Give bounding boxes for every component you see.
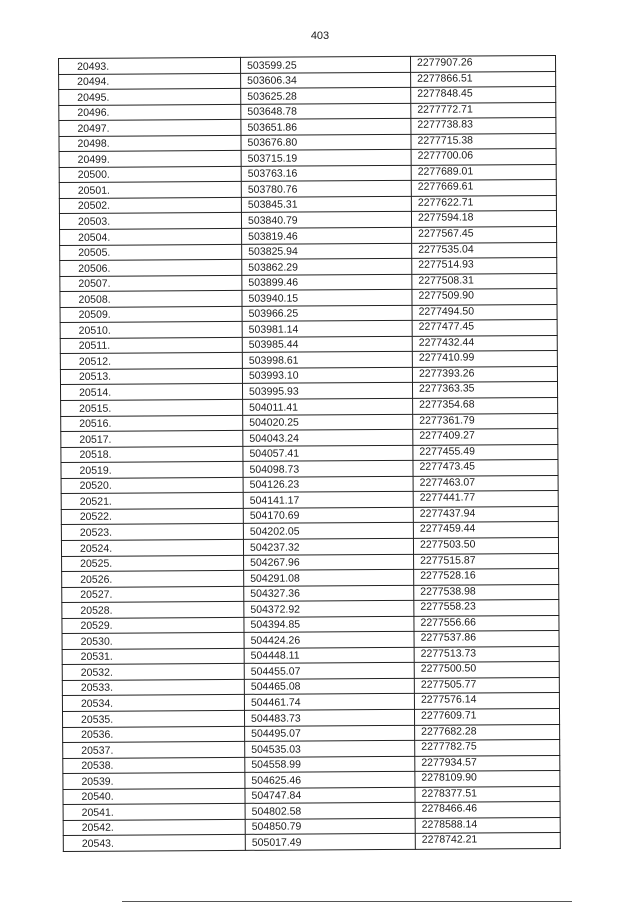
coordinates-table: [58, 55, 561, 852]
coordinates-table-body: [59, 55, 561, 851]
northing-cell: 2277700.06: [411, 149, 556, 165]
easting-cell: 504535.03: [245, 740, 415, 757]
point-number-cell: 20531.: [62, 648, 244, 665]
northing-cell: 2277455.49: [413, 444, 558, 460]
easting-cell: 504448.11: [244, 647, 414, 664]
northing-cell: 2277738.83: [411, 118, 556, 134]
northing-cell: 2277494.50: [412, 304, 557, 320]
northing-cell: 2277594.18: [411, 211, 556, 227]
easting-cell: 503780.76: [241, 181, 411, 198]
easting-cell: 504850.79: [245, 818, 415, 835]
northing-cell: 2277535.04: [412, 242, 557, 258]
easting-cell: 503940.15: [242, 290, 412, 307]
northing-cell: 2278377.51: [415, 786, 560, 802]
northing-cell: 2277514.93: [412, 258, 557, 274]
northing-cell: 2277682.28: [415, 724, 560, 740]
point-number-cell: 20530.: [62, 633, 244, 650]
easting-cell: 504483.73: [244, 709, 414, 726]
northing-cell: 2277934.57: [415, 755, 560, 771]
northing-cell: 2277473.45: [413, 460, 558, 476]
point-number-cell: 20500.: [59, 166, 241, 183]
point-number-cell: 20537.: [63, 741, 245, 758]
point-number-cell: 20499.: [59, 151, 241, 168]
easting-cell: 503819.46: [242, 227, 412, 244]
point-number-cell: 20520.: [61, 477, 243, 494]
easting-cell: 503993.10: [242, 367, 412, 384]
point-number-cell: 20522.: [61, 508, 243, 525]
point-number-cell: 20507.: [60, 275, 242, 292]
point-number-cell: 20511.: [60, 337, 242, 354]
northing-cell: 2277500.50: [414, 662, 559, 678]
northing-cell: 2277437.94: [413, 506, 558, 522]
northing-cell: 2277567.45: [412, 226, 557, 242]
northing-cell: 2277393.26: [412, 366, 557, 382]
easting-cell: 503981.14: [242, 321, 412, 338]
easting-cell: 504455.07: [244, 663, 414, 680]
easting-cell: 503715.19: [241, 150, 411, 167]
northing-cell: 2278588.14: [415, 817, 560, 833]
easting-cell: 504802.58: [245, 803, 415, 820]
point-number-cell: 20540.: [63, 788, 245, 805]
northing-cell: 2278742.21: [415, 833, 560, 849]
northing-cell: 2277509.90: [412, 289, 557, 305]
point-number-cell: 20504.: [60, 228, 242, 245]
easting-cell: 504126.23: [243, 476, 413, 493]
point-number-cell: 20521.: [61, 493, 243, 510]
northing-cell: 2277689.01: [411, 164, 556, 180]
easting-cell: 504424.26: [244, 632, 414, 649]
point-number-cell: 20534.: [62, 695, 244, 712]
easting-cell: 503995.93: [242, 383, 412, 400]
northing-cell: 2277576.14: [414, 693, 559, 709]
northing-cell: 2277556.66: [414, 615, 559, 631]
point-number-cell: 20533.: [62, 679, 244, 696]
easting-cell: 504465.08: [244, 678, 414, 695]
point-number-cell: 20523.: [61, 524, 243, 541]
northing-cell: 2277441.77: [413, 491, 558, 507]
easting-cell: 503862.29: [242, 258, 412, 275]
point-number-cell: 20493.: [59, 57, 241, 74]
northing-cell: 2277432.44: [412, 335, 557, 351]
easting-cell: 504625.46: [245, 771, 415, 788]
easting-cell: 505017.49: [245, 834, 415, 851]
easting-cell: 504394.85: [244, 616, 414, 633]
northing-cell: 2277772.71: [411, 102, 556, 118]
northing-cell: 2277537.86: [414, 631, 559, 647]
page-number: 403: [310, 30, 330, 42]
northing-cell: 2277528.16: [414, 568, 559, 584]
easting-cell: 503825.94: [242, 243, 412, 260]
point-number-cell: 20528.: [62, 602, 244, 619]
easting-cell: 504043.24: [243, 429, 413, 446]
northing-cell: 2277361.79: [413, 413, 558, 429]
point-number-cell: 20539.: [63, 773, 245, 790]
point-number-cell: 20497.: [59, 120, 241, 137]
northing-cell: 2277513.73: [414, 646, 559, 662]
northing-cell: 2277459.44: [413, 522, 558, 538]
easting-cell: 504141.17: [243, 492, 413, 509]
northing-cell: 2277622.71: [411, 195, 556, 211]
point-number-cell: 20536.: [63, 726, 245, 743]
northing-cell: 2277354.68: [413, 397, 558, 413]
northing-cell: 2278466.46: [415, 802, 560, 818]
point-number-cell: 20495.: [59, 88, 241, 105]
point-number-cell: 20508.: [60, 291, 242, 308]
easting-cell: 503651.86: [241, 119, 411, 136]
northing-cell: 2278109.90: [415, 771, 560, 787]
northing-cell: 2277515.87: [414, 553, 559, 569]
point-number-cell: 20510.: [60, 322, 242, 339]
easting-cell: 504020.25: [243, 414, 413, 431]
easting-cell: 504558.99: [245, 756, 415, 773]
northing-cell: 2277669.61: [411, 180, 556, 196]
point-number-cell: 20526.: [62, 570, 244, 587]
easting-cell: 503899.46: [242, 274, 412, 291]
point-number-cell: 20494.: [59, 73, 241, 90]
easting-cell: 503606.34: [241, 72, 411, 89]
point-number-cell: 20527.: [62, 586, 244, 603]
point-number-cell: 20519.: [61, 462, 243, 479]
northing-cell: 2277363.35: [412, 382, 557, 398]
point-number-cell: 20524.: [61, 539, 243, 556]
point-number-cell: 20509.: [60, 306, 242, 323]
easting-cell: 504098.73: [243, 461, 413, 478]
point-number-cell: 20512.: [60, 353, 242, 370]
northing-cell: 2277782.75: [415, 740, 560, 756]
northing-cell: 2277558.23: [414, 600, 559, 616]
northing-cell: 2277609.71: [414, 708, 559, 724]
northing-cell: 2277907.26: [410, 55, 555, 71]
northing-cell: 2277508.31: [412, 273, 557, 289]
point-number-cell: 20502.: [59, 197, 241, 214]
easting-cell: 504202.05: [243, 523, 413, 540]
northing-cell: 2277505.77: [414, 677, 559, 693]
easting-cell: 504057.41: [243, 445, 413, 462]
easting-cell: 504495.07: [245, 725, 415, 742]
point-number-cell: 20541.: [63, 804, 245, 821]
point-number-cell: 20513.: [60, 368, 242, 385]
point-number-cell: 20506.: [60, 259, 242, 276]
easting-cell: 503648.78: [241, 103, 411, 120]
easting-cell: 504372.92: [244, 600, 414, 617]
easting-cell: 503676.80: [241, 134, 411, 151]
easting-cell: 504011.41: [243, 398, 413, 415]
northing-cell: 2277866.51: [411, 71, 556, 87]
easting-cell: 503985.44: [242, 336, 412, 353]
easting-cell: 504237.32: [243, 538, 413, 555]
easting-cell: 504461.74: [244, 694, 414, 711]
easting-cell: 503845.31: [241, 196, 411, 213]
point-number-cell: 20543.: [63, 835, 245, 852]
point-number-cell: 20525.: [62, 555, 244, 572]
northing-cell: 2277409.27: [413, 429, 558, 445]
point-number-cell: 20516.: [61, 415, 243, 432]
point-number-cell: 20514.: [60, 384, 242, 401]
point-number-cell: 20517.: [61, 431, 243, 448]
point-number-cell: 20503.: [59, 213, 241, 230]
easting-cell: 504291.08: [244, 569, 414, 586]
easting-cell: 503599.25: [240, 56, 410, 73]
easting-cell: 503625.28: [241, 87, 411, 104]
easting-cell: 503966.25: [242, 305, 412, 322]
easting-cell: 503998.61: [242, 352, 412, 369]
northing-cell: 2277410.99: [412, 351, 557, 367]
northing-cell: 2277538.98: [414, 584, 559, 600]
point-number-cell: 20529.: [62, 617, 244, 634]
point-number-cell: 20505.: [60, 244, 242, 261]
point-number-cell: 20501.: [59, 182, 241, 199]
point-number-cell: 20496.: [59, 104, 241, 121]
point-number-cell: 20535.: [62, 710, 244, 727]
northing-cell: 2277463.07: [413, 475, 558, 491]
point-number-cell: 20515.: [61, 399, 243, 416]
northing-cell: 2277477.45: [412, 320, 557, 336]
point-number-cell: 20518.: [61, 446, 243, 463]
easting-cell: 504747.84: [245, 787, 415, 804]
table-row: [63, 833, 560, 852]
point-number-cell: 20538.: [63, 757, 245, 774]
easting-cell: 503763.16: [241, 165, 411, 182]
easting-cell: 504327.36: [244, 585, 414, 602]
footer-rule: [122, 901, 572, 902]
easting-cell: 504267.96: [244, 554, 414, 571]
easting-cell: 504170.69: [243, 507, 413, 524]
northing-cell: 2277503.50: [413, 537, 558, 553]
point-number-cell: 20532.: [62, 664, 244, 681]
point-number-cell: 20498.: [59, 135, 241, 152]
point-number-cell: 20542.: [63, 819, 245, 836]
northing-cell: 2277848.45: [411, 87, 556, 103]
easting-cell: 503840.79: [241, 212, 411, 229]
northing-cell: 2277715.38: [411, 133, 556, 149]
